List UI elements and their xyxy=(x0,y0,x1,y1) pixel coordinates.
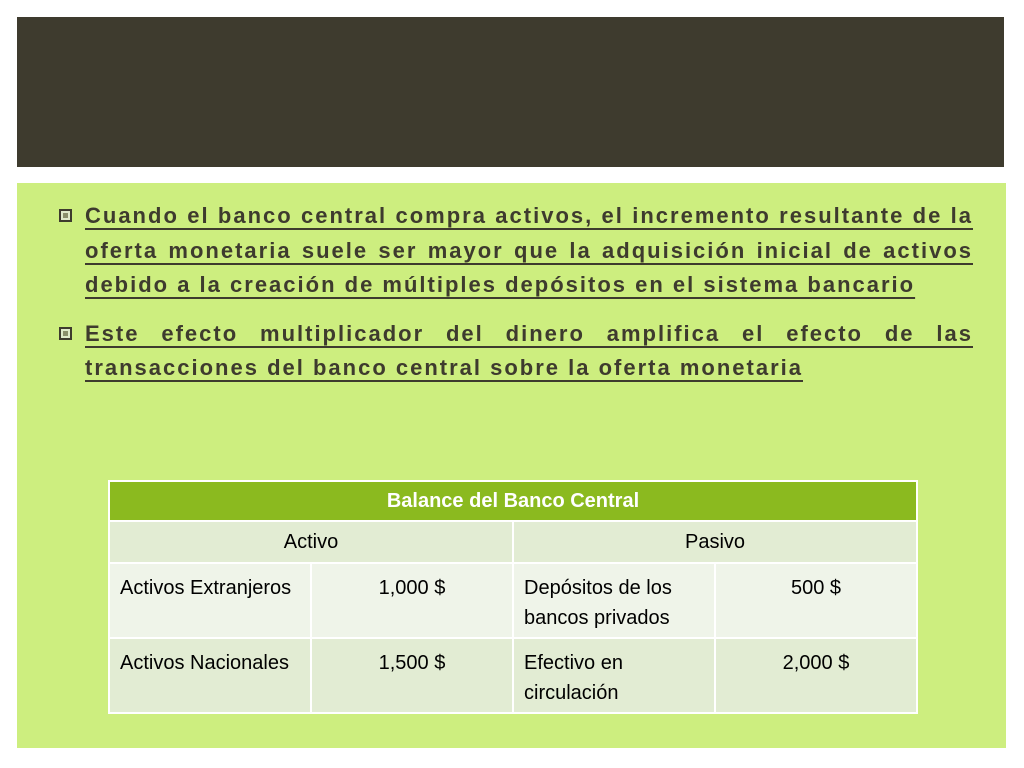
asset-label: Activos Nacionales xyxy=(109,638,311,713)
column-header-activo: Activo xyxy=(109,521,513,563)
table-column-header-row xyxy=(109,521,917,563)
bullet-item xyxy=(58,199,973,303)
asset-label: Activos Extranjeros xyxy=(109,563,311,638)
liability-value: 500 $ xyxy=(715,563,917,638)
asset-value: 1,500 $ xyxy=(311,638,513,713)
square-bullet-icon xyxy=(59,209,72,222)
table-title: Balance del Banco Central xyxy=(109,481,917,521)
bullet-text: Este efecto multiplicador del dinero amplifica el efecto de las transacciones del banco central sobre la oferta monetaria xyxy=(85,320,973,380)
table-title-row xyxy=(109,481,917,521)
bullet-list xyxy=(58,199,973,400)
column-header-pasivo: Pasivo xyxy=(513,521,917,563)
square-bullet-icon xyxy=(59,327,72,340)
bullet-text: Cuando el banco central compra activos, el incremento resultante de la oferta monetaria suele ser mayor que la adquisición inicial de activos debido a la creación de múltiples depósitos en el sistema bancario xyxy=(85,203,973,297)
title-bar xyxy=(17,17,1004,167)
table-row xyxy=(109,563,917,638)
table-row xyxy=(109,638,917,713)
liability-label: Efectivo en circulación xyxy=(513,638,715,713)
asset-value: 1,000 $ xyxy=(311,563,513,638)
liability-label: Depósitos de los bancos privados xyxy=(513,563,715,638)
bullet-item xyxy=(58,317,973,386)
liability-value: 2,000 $ xyxy=(715,638,917,713)
balance-table xyxy=(108,480,918,714)
